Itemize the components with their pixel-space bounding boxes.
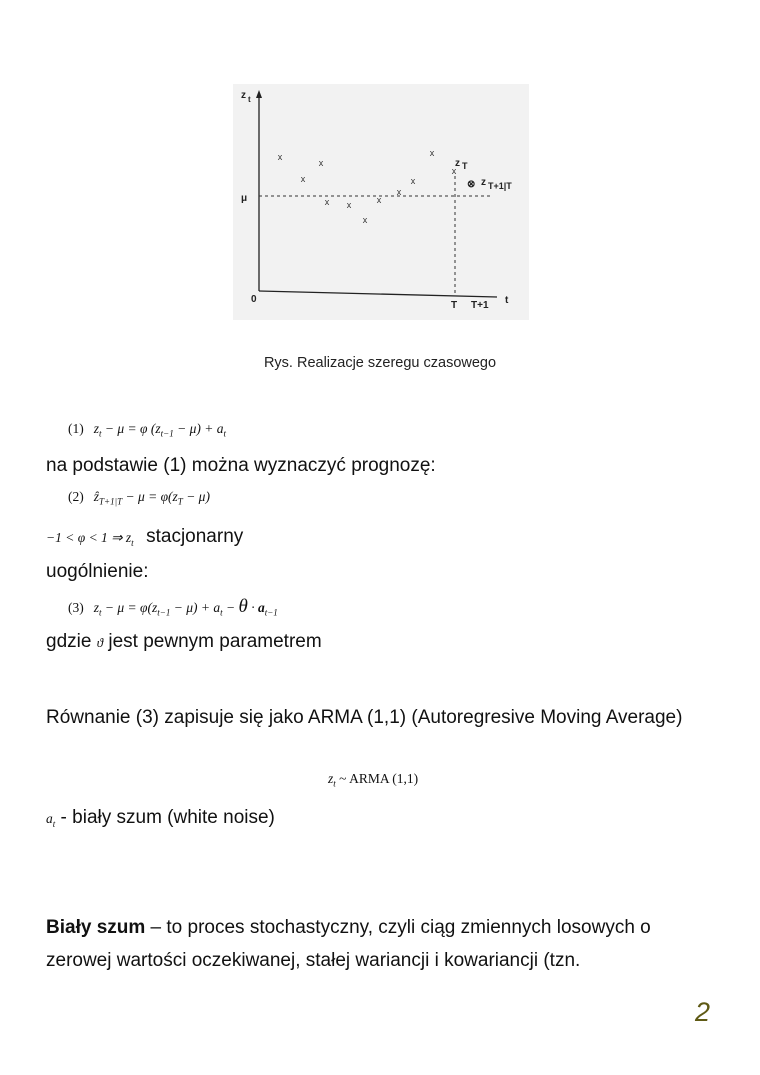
- paragraph-white-noise: [46, 911, 716, 977]
- data-point: x: [429, 148, 435, 158]
- eq2-body2: − μ): [182, 489, 210, 504]
- equation-3: [68, 596, 278, 618]
- white-noise-text: - biały szum (white noise): [55, 807, 275, 828]
- eq2-z: ẑ: [93, 489, 100, 504]
- stationarity-word: stacjonarny: [146, 526, 244, 547]
- eq2-sub: T+1|T: [99, 496, 123, 507]
- origin-label: 0: [251, 294, 257, 305]
- equation-1-number: (1): [68, 421, 84, 436]
- tick-t-plus-1: T+1: [471, 300, 489, 311]
- text-line-1: na podstawie (1) można wyznaczyć prognozę:: [46, 455, 436, 476]
- white-noise-line: [46, 806, 275, 830]
- line3-after: jest pewnym parametrem: [103, 631, 322, 652]
- text-line-3: [46, 630, 322, 655]
- data-point: x: [376, 195, 382, 205]
- forecast-label-sub: T+1|T: [488, 181, 512, 191]
- data-point: x: [324, 197, 330, 207]
- eq1-body: − μ = φ (z: [101, 421, 161, 436]
- eq3-body3: −: [222, 600, 239, 615]
- forecast-marker: ⊗: [467, 179, 476, 190]
- arma-sub: t: [333, 778, 336, 789]
- line3-theta: ϑ: [96, 635, 104, 650]
- eq3-body2: − μ) + a: [170, 600, 221, 615]
- zt-label-sub: T: [462, 161, 468, 171]
- white-noise-definition: – to proces stochastyczny, czyli ciąg zmiennych losowych o zerowej wartości oczekiwanej, stałej wariancji i kowariancji (tzn.: [46, 917, 651, 971]
- data-point: x: [346, 200, 352, 210]
- figure-caption: Rys. Realizacje szeregu czasowego: [263, 355, 497, 371]
- stationarity-line: [46, 525, 243, 549]
- eq3-sub: t: [99, 607, 102, 618]
- equation-2: [68, 489, 210, 507]
- eq2-sub2: T: [177, 496, 183, 507]
- stationarity-sub: t: [131, 538, 134, 549]
- white-noise-sub: t: [52, 819, 56, 830]
- equation-1: [68, 421, 226, 439]
- text-line-2: uogólnienie:: [46, 561, 149, 582]
- arma-formula: [328, 771, 418, 789]
- data-point: x: [300, 174, 306, 184]
- forecast-label: z: [481, 177, 486, 188]
- eq3-a: a: [257, 600, 265, 615]
- data-point: x: [396, 187, 402, 197]
- eq3-sub3: t: [220, 607, 223, 618]
- mu-label: μ: [241, 193, 248, 204]
- time-series-plot: [233, 84, 529, 320]
- tick-t: T: [451, 300, 458, 311]
- stationarity-condition: −1 < φ < 1 ⇒ z: [46, 530, 132, 545]
- eq3-sub4: t−1: [264, 607, 278, 618]
- page-number: 2: [695, 997, 711, 1027]
- eq1-sub3: t: [223, 428, 226, 439]
- equation-3-number: (3): [68, 600, 84, 615]
- paragraph-arma: Równanie (3) zapisuje się jako ARMA (1,1) (Autoregresive Moving Average): [46, 707, 683, 728]
- data-point: x: [410, 176, 416, 186]
- zt-label: z: [455, 158, 460, 169]
- equation-2-number: (2): [68, 489, 84, 504]
- data-point: x: [277, 152, 283, 162]
- y-axis-label-sub: t: [248, 95, 251, 104]
- data-point: x: [451, 166, 457, 176]
- data-point: x: [362, 215, 368, 225]
- eq1-z: z: [93, 421, 100, 436]
- eq3-body: − μ = φ(z: [101, 600, 158, 615]
- data-point: x: [318, 158, 324, 168]
- eq1-body2: − μ) + a: [173, 421, 224, 436]
- data-points: [278, 148, 457, 225]
- white-noise-term: Biały szum: [46, 917, 146, 938]
- line3-before: gdzie: [46, 631, 97, 652]
- eq3-theta: θ: [238, 596, 248, 617]
- eq3-sub2: t−1: [157, 607, 171, 618]
- eq2-body: − μ = φ(z: [122, 489, 178, 504]
- eq3-z: z: [93, 600, 100, 615]
- x-axis: [259, 291, 497, 297]
- eq3-dot: ·: [247, 600, 258, 615]
- time-series-figure: [233, 84, 529, 320]
- white-noise-a: a: [46, 811, 53, 826]
- eq1-sub2: t−1: [160, 428, 174, 439]
- x-axis-label: t: [505, 295, 509, 306]
- y-axis-label: z: [241, 90, 246, 101]
- y-axis-arrow: [256, 90, 262, 98]
- arma-z: z: [328, 771, 334, 786]
- eq1-sub: t: [99, 428, 102, 439]
- arma-rest: ~ ARMA (1,1): [335, 771, 419, 786]
